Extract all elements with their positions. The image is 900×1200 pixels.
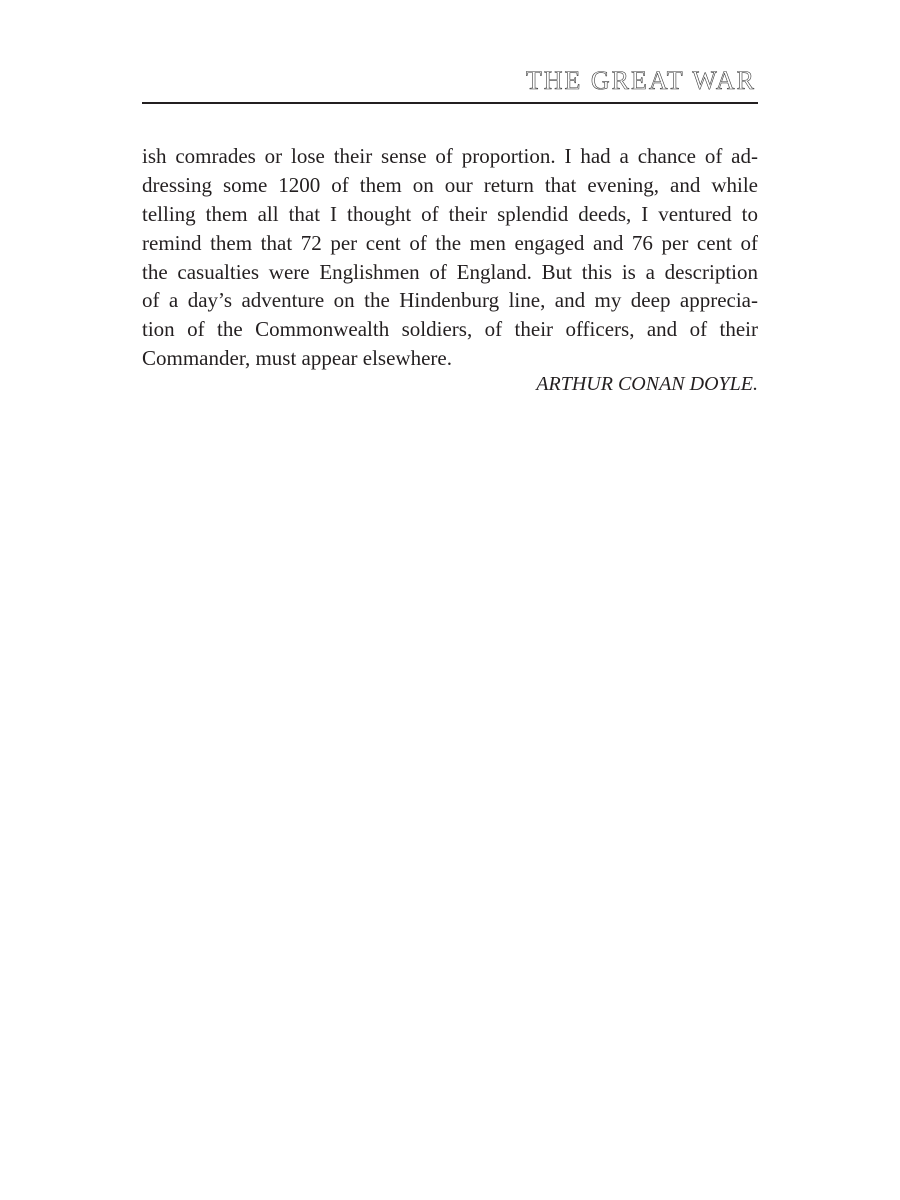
body-paragraph xyxy=(142,142,758,373)
text-line: tion of the Commonwealth soldiers, of their officers, and of their xyxy=(142,317,758,342)
text-line: Commander, must appear elsewhere. xyxy=(142,346,452,371)
text-line: ish comrades or lose their sense of proportion. I had a chance of ad- xyxy=(142,144,758,168)
running-head: THE GREAT WAR xyxy=(525,66,756,95)
author-signature: ARTHUR CONAN DOYLE. xyxy=(536,373,758,395)
text-line: remind them that 72 per cent of the men engaged and 76 per cent of xyxy=(142,230,758,255)
text-line: dressing some 1200 of them on our return that evening, and while xyxy=(142,172,758,197)
text-line: of a day’s adventure on the Hindenburg line, and my deep apprecia- xyxy=(142,288,758,313)
text-line: the casualties were Englishmen of England. But this is a description xyxy=(142,259,758,284)
text-line: telling them all that I thought of their splendid deeds, I ventured to xyxy=(142,201,758,226)
page-header xyxy=(142,64,758,104)
